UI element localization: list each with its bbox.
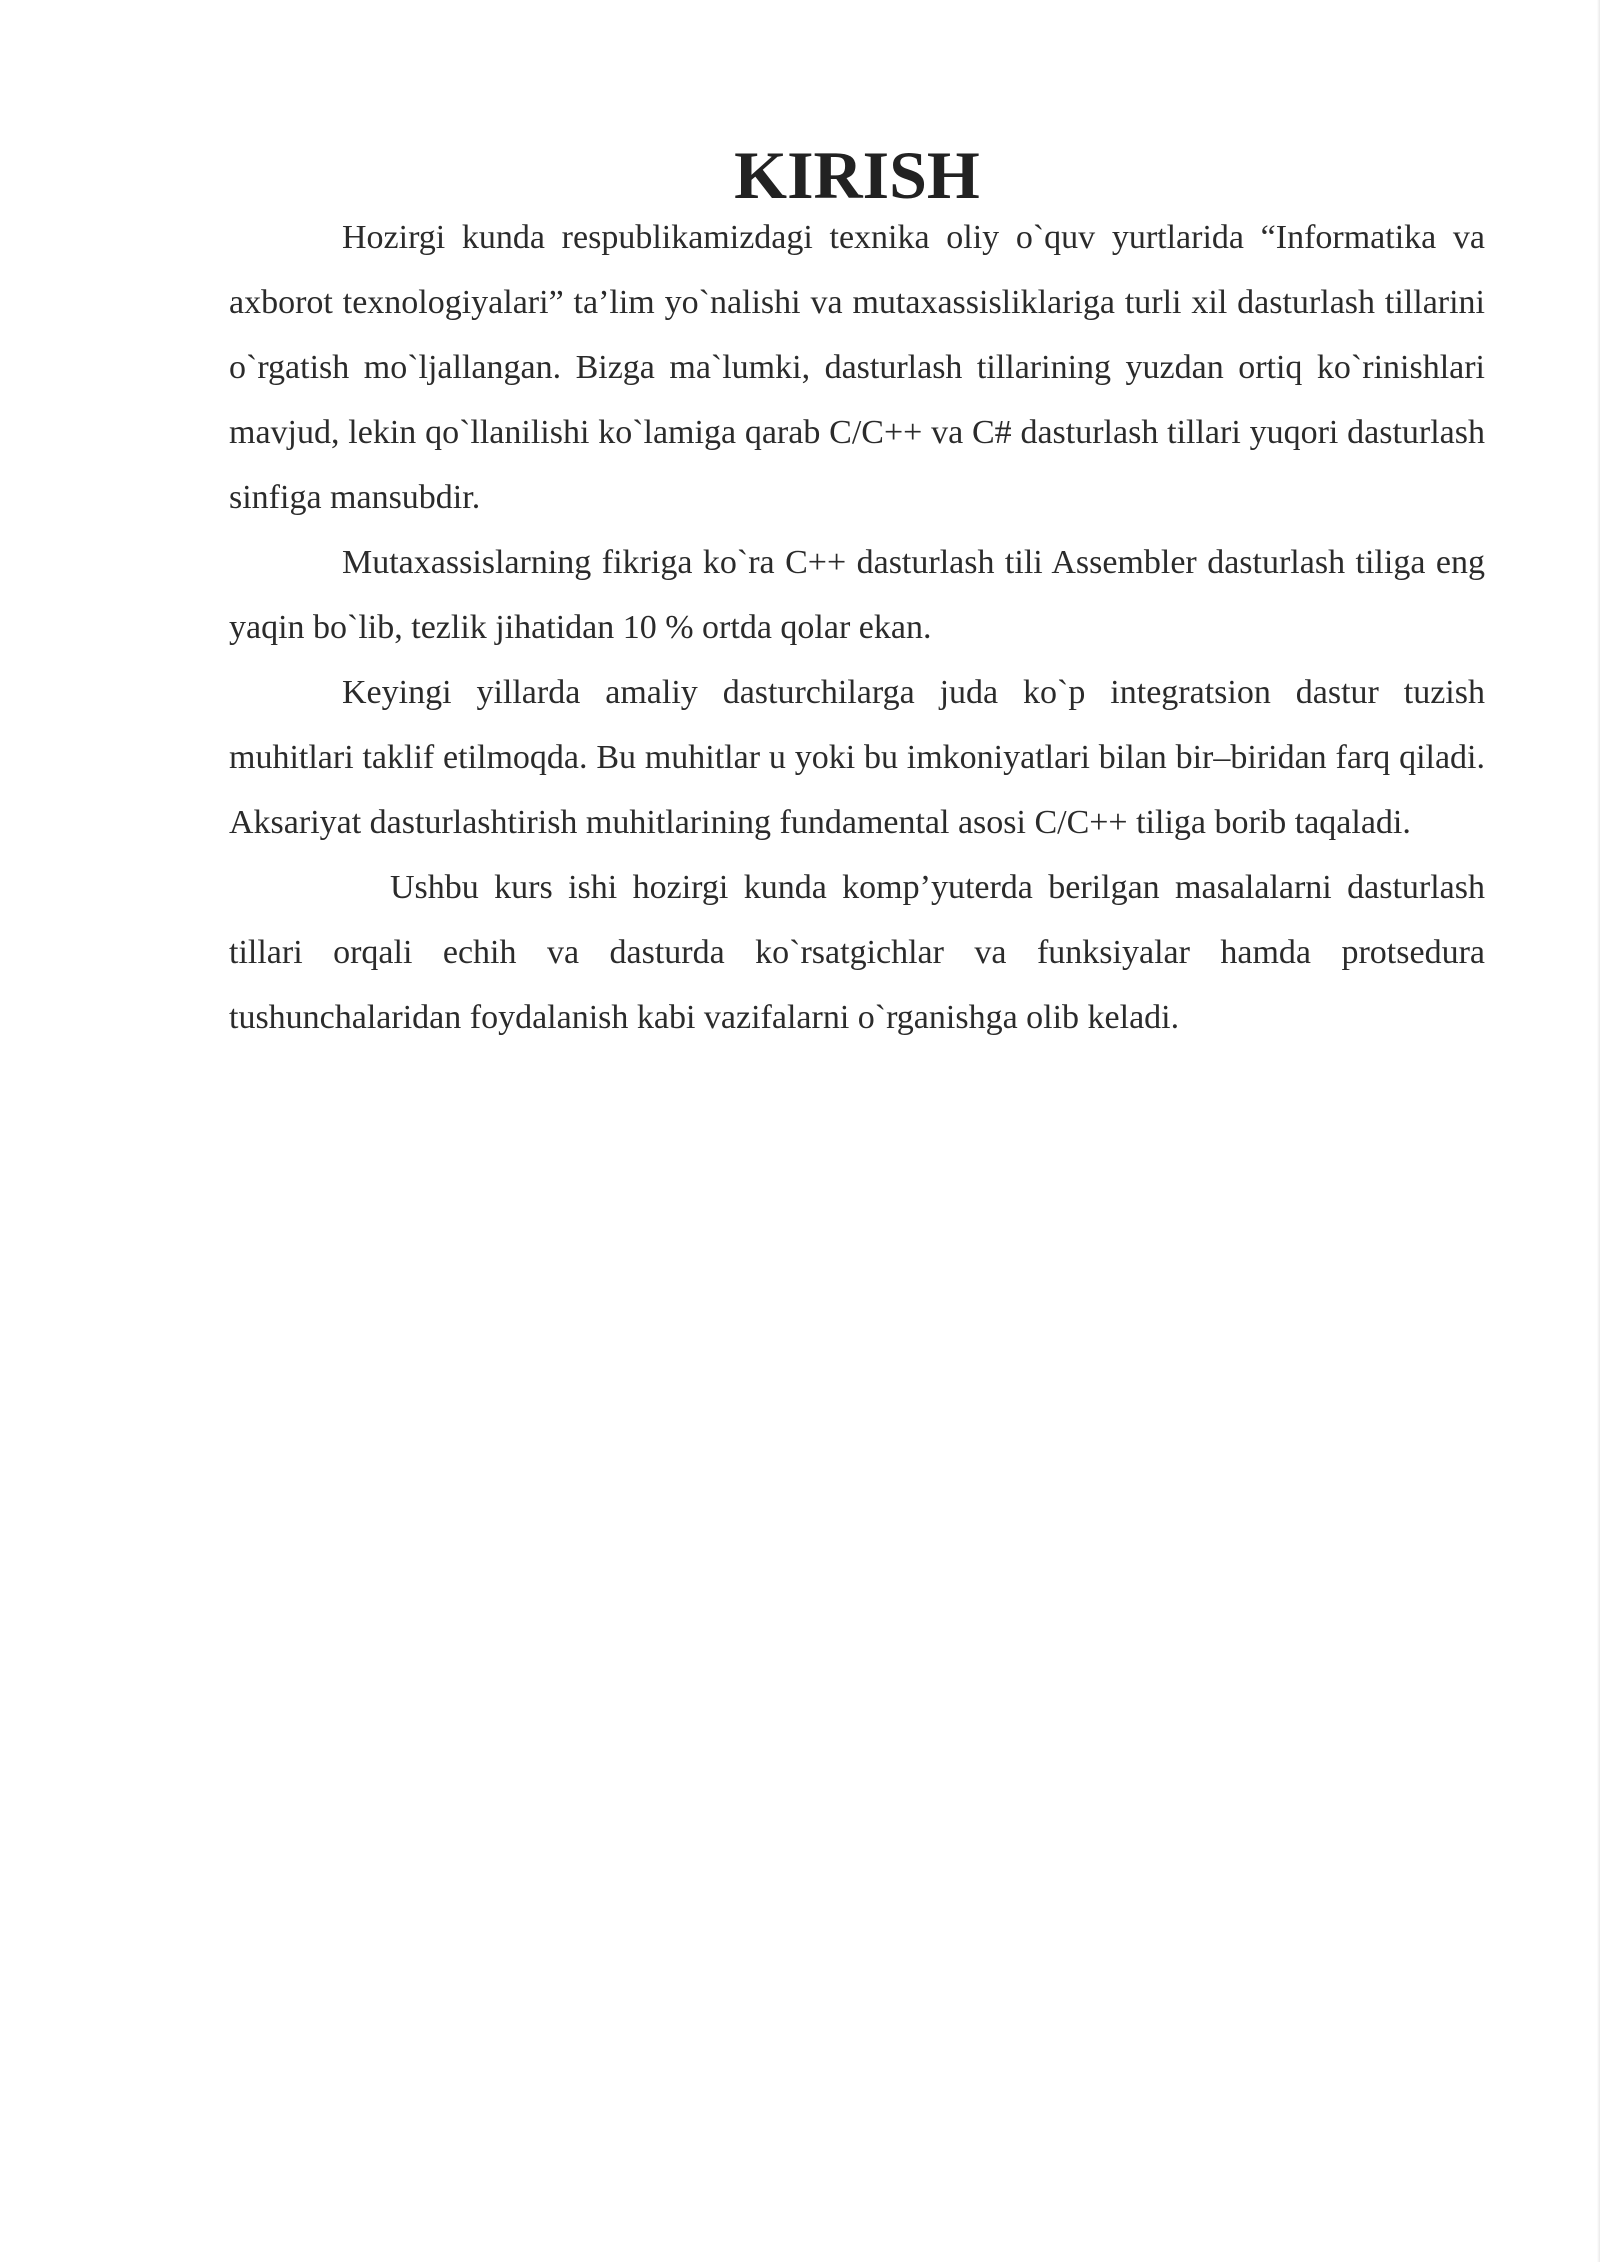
paragraph-expert-opinion: Mutaxassislarning fikriga ko`ra C++ dasturlash tili Assembler dasturlash tiliga eng yaqin bo`lib, tezlik jihatidan 10 % ortda qolar ekan.: [229, 544, 1485, 646]
paragraph-environments: Keyingi yillarda amaliy dasturchilarga juda ko`p integratsion dastur tuzish muhitlari taklif etilmoqda. Bu muhitlar u yoki bu imkoniyatlari bilan bir–biridan farq qiladi. Aksariyat dasturlashtirish muhitlarining fundamental asosi C/C++ tiliga borib taqaladi.: [229, 674, 1485, 841]
document-body: [229, 137, 1485, 1050]
paragraph-intro: Hozirgi kunda respublikamizdagi texnika oliy o`quv yurtlarida “Informatika va axborot texnologiyalari” ta’lim yo`nalishi va mutaxassisliklariga turli xil dasturlash tillarini o`rgatish mo`ljallangan. Bizga ma`lumki, dasturlash tillarining yuzdan ortiq ko`rinishlari mavjud, lekin qo`llanilishi ko`lamiga qarab C/C++ va C# dasturlash tillari yuqori dasturlash sinfiga mansubdir.: [229, 219, 1485, 516]
page-title: KIRISH: [734, 137, 980, 213]
paragraph-course-goal: Ushbu kurs ishi hozirgi kunda komp’yuterda berilgan masalalarni dasturlash tillari orqali echih va dasturda ko`rsatgichlar va funksiyalar hamda protsedura tushunchalaridan foydalanish kabi vazifalarni o`rganishga olib keladi.: [229, 869, 1485, 1036]
